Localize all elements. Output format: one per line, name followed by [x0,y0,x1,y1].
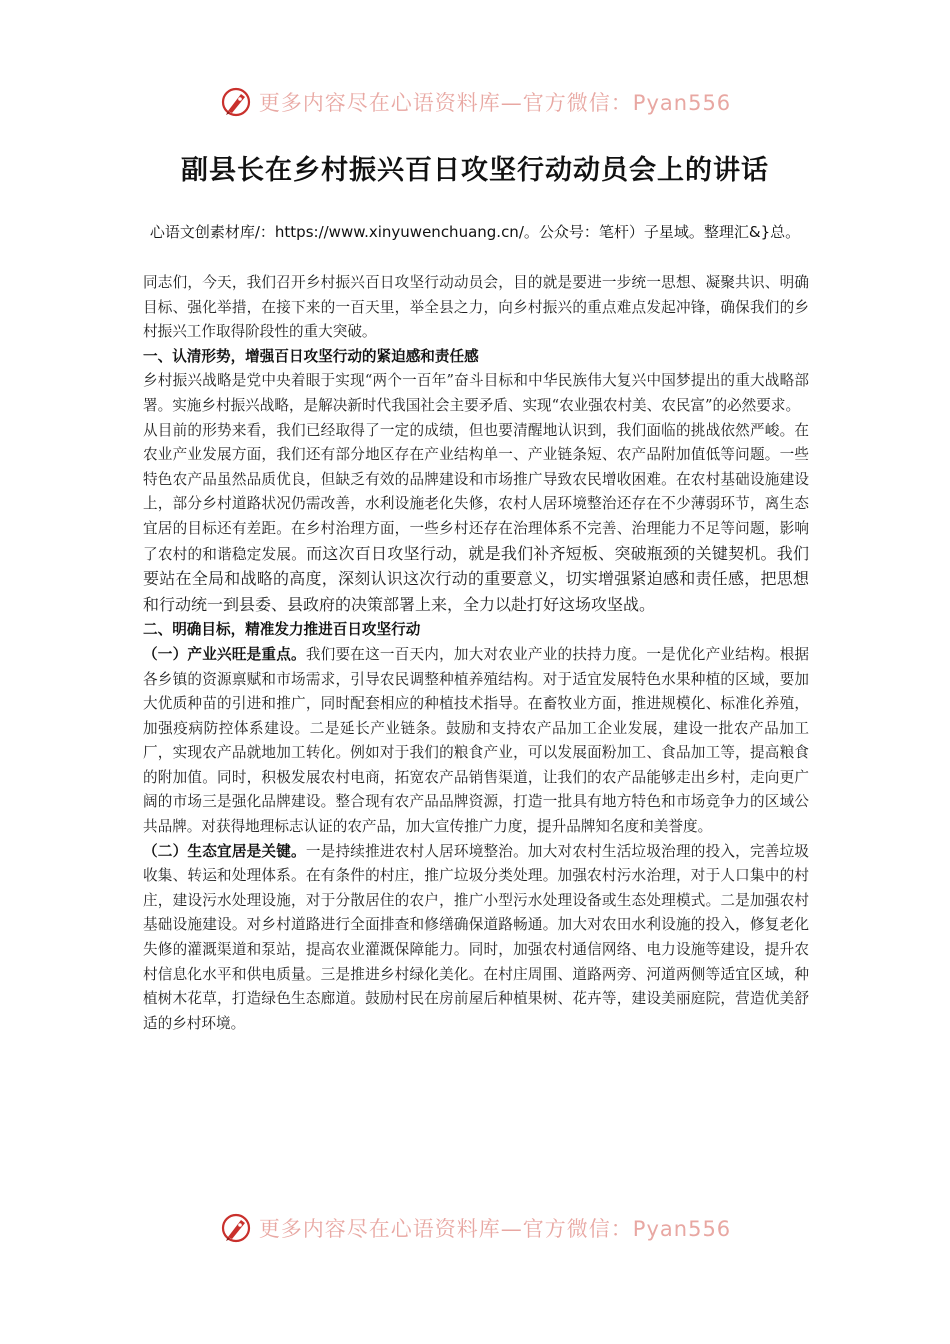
footer-banner [0,1208,950,1248]
source-line: 心语文创素材库/：https://www.xinyuwenchuang.cn/。公众号：笔杆）子星域。整理汇&}总。 [149,223,801,241]
intro-paragraph: 同志们，今天，我们召开乡村振兴百日攻坚行动动员会，目的就是要进一步统一思想、凝聚共识、明确目标、强化举措，在接下来的一百天里，举全县之力，向乡村振兴的重点难点发起冲锋，确保我们的乡村振兴工作取得阶段性的重大突破。 [143,274,809,341]
section-1-paragraph-2-emphasis: 而这次百日攻坚行动，就是我们补齐短板、突破瓶颈的关键契机。我们要站在全局和战略的高度，深刻认识这次行动的重要意义，切实增强紧迫感和责任感，把思想和行动统一到县委、县政府的决策部署上来，全力以赴打好这场攻坚战。 [143,543,809,614]
section-1-paragraph-2-text: 从目前的形势来看，我们已经取得了一定的成绩，但也要清醒地认识到，我们面临的挑战依然严峻。在农业产业发展方面，我们还有部分地区存在产业结构单一、产业链条短、农产品附加值低等问题。一些特色农产品虽然品质优良，但缺乏有效的品牌建设和市场推广导致农民增收困难。在农村基础设施建设上，部分乡村道路状况仍需改善，水利设施老化失修，农村人居环境整治还存在不少薄弱环节，离生态宜居的目标还有差距。在乡村治理方面，一些乡村还存在治理体系不完善、治理能力不足等问题，影响了农村的和谐稳定发展。 [143,421,809,563]
document-body [143,271,809,1036]
banner-text[interactable]: 更多内容尽在心语资料库—官方微信：Pyan556 [258,1217,732,1241]
section-2-heading: 二、明确目标，精准发力推进百日攻坚行动 [143,621,421,639]
section-1-paragraph-2 [143,419,809,619]
section-2-item-2-text: 一是持续推进农村人居环境整治。加大对农村生活垃圾治理的投入，完善垃圾收集、转运和处理体系。在有条件的村庄，推广垃圾分类处理。加强农村污水治理，对于人口集中的村庄，建设污水处理设施，对于分散居住的农户，推广小型污水处理设备或生态处理模式。二是加强农村基础设施建设。对乡村道路进行全面排查和修缮确保道路畅通。加大对农田水利设施的投入，修复老化失修的灌溉渠道和泵站，提高农业灌溉保障能力。同时，加强农村通信网络、电力设施等建设，提升农村信息化水平和供电质量。三是推进乡村绿化美化。在村庄周围、道路两旁、河道两侧等适宜区域，种植树木花草，打造绿色生态廊道。鼓励村民在房前屋后种植果树、花卉等，建设美丽庭院，营造优美舒适的乡村环境。 [143,842,809,1032]
banner-text[interactable]: 更多内容尽在心语资料库—官方微信：Pyan556 [258,91,732,115]
section-2-item-1-lead: （一）产业兴旺是重点。 [143,645,306,663]
section-1-heading: 一、认清形势，增强百日攻坚行动的紧迫感和责任感 [143,347,479,365]
section-2-item-1 [143,643,809,840]
header-banner [0,82,950,122]
section-2-item-2 [143,840,809,1037]
pen-logo-icon [219,85,253,119]
pen-logo-icon [219,1211,253,1245]
section-2-item-1-text: 我们要在这一百天内，加大对农业产业的扶持力度。一是优化产业结构。根据各乡镇的资源禀赋和市场需求，引导农民调整种植养殖结构。对于适宜发展特色水果种植的区域，要加大优质种苗的引进和推广，同时配套相应的种植技术指导。在畜牧业方面，推进规模化、标准化养殖，加强疫病防控体系建设。二是延长产业链条。鼓励和支持农产品加工企业发展，建设一批农产品加工厂，实现农产品就地加工转化。例如对于我们的粮食产业，可以发展面粉加工、食品加工等，提高粮食的附加值。同时，积极发展农村电商，拓宽农产品销售渠道，让我们的农产品能够走出乡村，走向更广阔的市场三是强化品牌建设。整合现有农产品品牌资源，打造一批具有地方特色和市场竞争力的区域公共品牌。对获得地理标志认证的农产品，加大宣传推广力度，提升品牌知名度和美誉度。 [143,645,809,836]
section-1-paragraph-1: 乡村振兴战略是党中央着眼于实现“两个一百年”奋斗目标和中华民族伟大复兴中国梦提出的重大战略部署。实施乡村振兴战略，是解决新时代我国社会主要矛盾、实现“农业强农村美、农民富”的必然要求。 [143,372,809,414]
page-title: 副县长在乡村振兴百日攻坚行动动员会上的讲话 [181,155,769,186]
section-2-item-2-lead: （二）生态宜居是关键。 [143,842,306,860]
